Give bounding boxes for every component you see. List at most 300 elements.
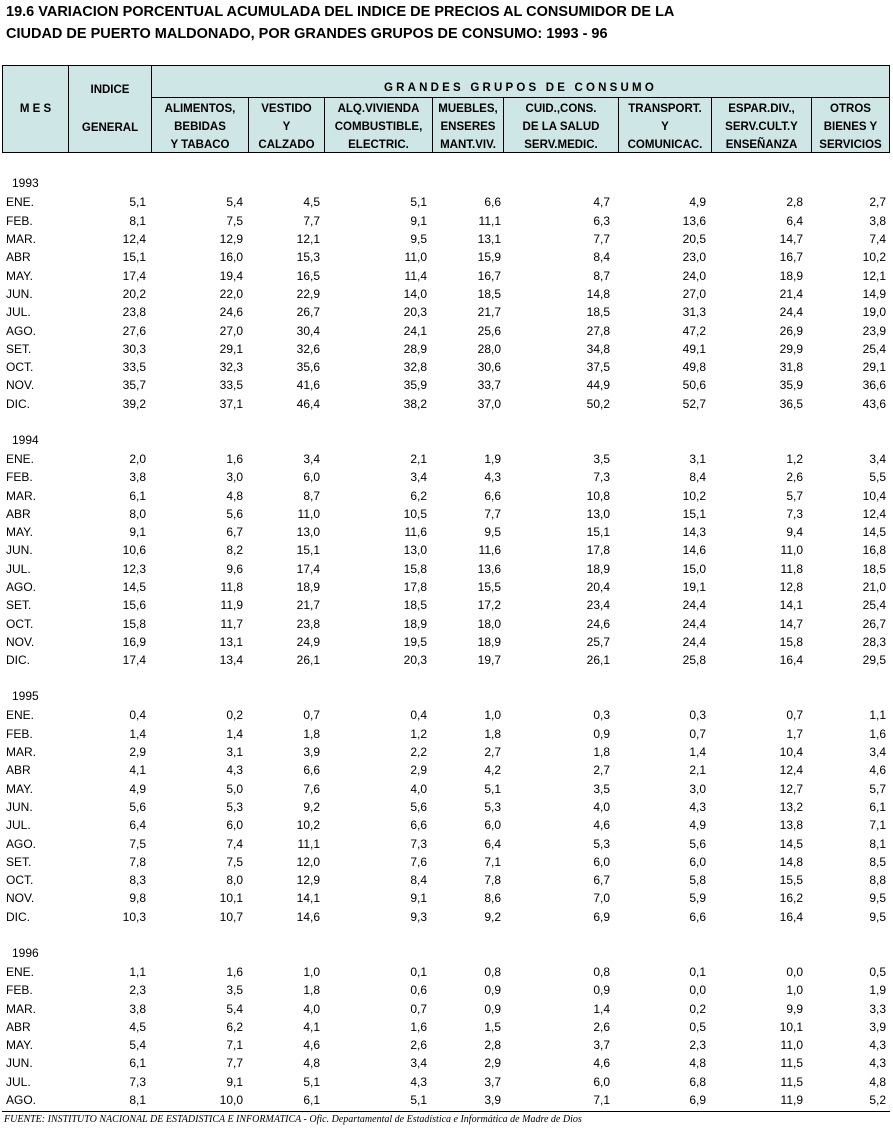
value-cell: 1,9 — [484, 451, 501, 466]
value-cell: 9,1 — [129, 525, 146, 540]
value-cell: 9,8 — [129, 891, 146, 906]
value-cell: 10,2 — [296, 818, 320, 833]
header-col-2-line-1: VESTIDO — [261, 103, 312, 115]
month-cell: ENE. — [6, 964, 35, 979]
value-cell: 0,8 — [593, 964, 610, 979]
month-cell: ABR — [6, 250, 31, 265]
value-cell: 4,3 — [689, 799, 706, 814]
value-cell: 17,4 — [122, 653, 146, 668]
value-cell: 15,0 — [682, 561, 706, 576]
value-cell: 1,6 — [226, 964, 243, 979]
value-cell: 0,4 — [129, 708, 146, 723]
value-cell: 18,5 — [586, 305, 610, 320]
value-cell: 5,3 — [484, 799, 501, 814]
value-cell: 8,7 — [303, 488, 320, 503]
value-cell: 36,5 — [779, 396, 803, 411]
value-cell: 15,8 — [403, 561, 427, 576]
header-col-7-line-1: ESPAR.DIV., — [728, 103, 795, 115]
value-cell: 15,1 — [122, 250, 146, 265]
value-cell: 3,4 — [869, 451, 886, 466]
value-cell: 24,6 — [586, 616, 610, 631]
table-row — [0, 1018, 893, 1036]
value-cell: 6,0 — [593, 1074, 610, 1089]
value-cell: 14,9 — [862, 286, 886, 301]
table-title-line-2: CIUDAD DE PUERTO MALDONADO, POR GRANDES GRUPOS DE CONSUMO: 1993 - 96 — [6, 26, 608, 42]
value-cell: 1,2 — [786, 451, 803, 466]
table-row — [0, 761, 893, 779]
value-cell: 5,4 — [226, 1001, 243, 1016]
value-cell: 9,5 — [869, 891, 886, 906]
value-cell: 32,8 — [403, 360, 427, 375]
value-cell: 11,4 — [404, 268, 427, 283]
value-cell: 0,1 — [689, 964, 706, 979]
value-cell: 19,1 — [682, 580, 706, 594]
table-row — [0, 871, 893, 889]
value-cell: 5,1 — [303, 1074, 320, 1089]
table-title-line-1: 19.6 VARIACION PORCENTUAL ACUMULADA DEL INDICE DE PRECIOS AL CONSUMIDOR DE LA — [6, 4, 675, 20]
value-cell: 19,4 — [219, 268, 243, 283]
value-cell: 10,1 — [779, 1019, 803, 1034]
table-row — [0, 1073, 893, 1091]
value-cell: 14,5 — [122, 580, 146, 594]
value-cell: 5,6 — [226, 506, 243, 521]
value-cell: 0,5 — [869, 964, 886, 979]
value-cell: 6,4 — [129, 818, 146, 833]
value-cell: 13,1 — [219, 634, 243, 649]
value-cell: 0,7 — [786, 708, 803, 723]
value-cell: 21,7 — [477, 305, 501, 320]
value-cell: 11,5 — [780, 1074, 803, 1089]
value-cell: 24,9 — [296, 634, 320, 649]
value-cell: 6,6 — [410, 818, 427, 833]
value-cell: 6,1 — [303, 1093, 320, 1107]
value-cell: 52,7 — [682, 396, 706, 411]
table-row — [0, 285, 893, 303]
value-cell: 4,3 — [410, 1074, 427, 1089]
value-cell: 7,7 — [593, 232, 610, 246]
value-cell: 4,0 — [410, 781, 427, 796]
value-cell: 12,4 — [862, 506, 886, 521]
value-cell: 4,6 — [593, 1056, 610, 1071]
value-cell: 14,7 — [779, 232, 803, 246]
value-cell: 6,7 — [593, 873, 610, 888]
year-label: 1995 — [12, 689, 39, 703]
value-cell: 27,6 — [122, 323, 146, 338]
value-cell: 49,1 — [682, 341, 706, 356]
value-cell: 10,7 — [219, 909, 243, 924]
value-cell: 29,1 — [862, 360, 886, 375]
header-col-4-line-2: ENSERES — [440, 121, 496, 133]
value-cell: 16,7 — [779, 250, 803, 265]
value-cell: 11,6 — [478, 543, 501, 558]
value-cell: 7,1 — [593, 1093, 610, 1107]
value-cell: 17,4 — [296, 561, 320, 576]
value-cell: 50,6 — [682, 378, 706, 393]
value-cell: 3,8 — [129, 1001, 146, 1016]
value-cell: 5,4 — [129, 1038, 146, 1053]
value-cell: 16,7 — [477, 268, 501, 283]
value-cell: 4,1 — [129, 763, 146, 778]
header-group-title: GRANDES GRUPOS DE CONSUMO — [384, 82, 657, 94]
value-cell: 10,6 — [122, 543, 146, 558]
value-cell: 4,1 — [303, 1019, 320, 1034]
value-cell: 6,2 — [410, 488, 427, 503]
month-cell: AGO. — [6, 1093, 37, 1107]
value-cell: 37,1 — [219, 396, 243, 411]
value-cell: 8,1 — [869, 836, 886, 851]
value-cell: 25,8 — [682, 653, 706, 668]
month-cell: SET. — [6, 341, 32, 356]
value-cell: 33,5 — [219, 378, 243, 393]
value-cell: 4,3 — [484, 470, 501, 485]
value-cell: 38,2 — [403, 396, 427, 411]
table-row — [0, 340, 893, 358]
month-cell: ABR — [6, 763, 31, 778]
value-cell: 7,5 — [129, 836, 146, 851]
value-cell: 23,8 — [296, 616, 320, 631]
value-cell: 8,1 — [129, 213, 146, 228]
value-cell: 25,4 — [862, 598, 886, 613]
month-cell: FEB. — [6, 983, 33, 998]
value-cell: 20,4 — [586, 580, 610, 594]
value-cell: 4,3 — [869, 1056, 886, 1071]
value-cell: 9,3 — [410, 909, 427, 924]
value-cell: 37,5 — [586, 360, 610, 375]
value-cell: 16,4 — [779, 653, 803, 668]
value-cell: 31,8 — [779, 360, 803, 375]
month-cell: FEB. — [6, 726, 33, 741]
value-cell: 12,4 — [122, 232, 146, 246]
month-cell: JUL. — [6, 1074, 31, 1089]
value-cell: 27,0 — [219, 323, 243, 338]
month-cell: JUN. — [6, 286, 33, 301]
month-cell: JUN. — [6, 543, 33, 558]
value-cell: 12,0 — [296, 854, 320, 869]
value-cell: 32,3 — [219, 360, 243, 375]
value-cell: 24,6 — [219, 305, 243, 320]
value-cell: 6,1 — [869, 799, 886, 814]
month-cell: MAY. — [6, 1038, 33, 1053]
value-cell: 12,3 — [122, 561, 146, 576]
value-cell: 7,8 — [484, 873, 501, 888]
value-cell: 11,9 — [780, 1093, 803, 1107]
value-cell: 7,0 — [593, 891, 610, 906]
value-cell: 19,5 — [403, 634, 427, 649]
value-cell: 5,1 — [410, 195, 427, 210]
value-cell: 4,8 — [226, 488, 243, 503]
value-cell: 8,4 — [593, 250, 610, 265]
value-cell: 6,7 — [226, 525, 243, 540]
header-col-2-line-3: CALZADO — [258, 139, 315, 151]
value-cell: 23,8 — [122, 305, 146, 320]
table-row — [0, 596, 893, 614]
value-cell: 20,5 — [682, 232, 706, 246]
value-cell: 24,4 — [779, 305, 803, 320]
value-cell: 1,8 — [484, 726, 501, 741]
table-row — [0, 267, 893, 285]
value-cell: 11,0 — [297, 506, 320, 521]
month-cell: MAY. — [6, 525, 33, 540]
month-cell: OCT. — [6, 616, 34, 631]
value-cell: 6,1 — [129, 1056, 146, 1071]
value-cell: 26,1 — [586, 653, 610, 668]
value-cell: 1,0 — [786, 983, 803, 998]
value-cell: 18,5 — [403, 598, 427, 613]
value-cell: 11,0 — [780, 1038, 803, 1053]
value-cell: 6,3 — [593, 213, 610, 228]
table-row — [0, 541, 893, 559]
value-cell: 1,4 — [689, 745, 706, 759]
value-cell: 29,1 — [219, 341, 243, 356]
table-row — [0, 248, 893, 266]
header-col-6-line-3: COMUNICAC. — [627, 139, 703, 151]
value-cell: 21,7 — [296, 598, 320, 613]
year-label: 1996 — [12, 945, 39, 960]
value-cell: 2,6 — [593, 1019, 610, 1034]
value-cell: 0,7 — [410, 1001, 427, 1016]
value-cell: 14,5 — [779, 836, 803, 851]
value-cell: 7,5 — [226, 854, 243, 869]
header-col-5-line-2: DE LA SALUD — [522, 121, 600, 133]
value-cell: 28,0 — [477, 341, 501, 356]
value-cell: 5,0 — [226, 781, 243, 796]
table-row — [0, 193, 893, 211]
value-cell: 35,7 — [122, 378, 146, 393]
value-cell: 17,8 — [403, 580, 427, 594]
value-cell: 12,4 — [779, 763, 803, 778]
value-cell: 26,7 — [862, 616, 886, 631]
value-cell: 5,1 — [410, 1093, 427, 1107]
value-cell: 5,7 — [786, 488, 803, 503]
value-cell: 17,4 — [122, 268, 146, 283]
header-col-1-line-3: Y TABACO — [170, 139, 230, 151]
month-cell: DIC. — [6, 909, 30, 924]
value-cell: 5,7 — [869, 781, 886, 796]
value-cell: 4,8 — [869, 1074, 886, 1089]
value-cell: 50,2 — [586, 396, 610, 411]
month-cell: ENE. — [6, 708, 35, 723]
value-cell: 7,4 — [226, 836, 243, 851]
value-cell: 2,9 — [129, 745, 146, 759]
table-row — [0, 303, 893, 321]
footer-rule — [2, 1111, 890, 1112]
value-cell: 18,9 — [779, 268, 803, 283]
value-cell: 5,6 — [129, 799, 146, 814]
value-cell: 8,6 — [484, 891, 501, 906]
value-cell: 12,7 — [779, 781, 803, 796]
value-cell: 11,0 — [404, 250, 427, 265]
value-cell: 39,2 — [122, 396, 146, 411]
value-cell: 6,6 — [484, 488, 501, 503]
month-cell: ENE. — [6, 451, 35, 466]
table-row — [0, 780, 893, 798]
value-cell: 9,2 — [303, 799, 320, 814]
month-cell: MAR. — [6, 488, 36, 503]
value-cell: 13,0 — [586, 506, 610, 521]
table-row — [0, 230, 893, 248]
value-cell: 2,7 — [869, 195, 886, 210]
value-cell: 0,3 — [689, 708, 706, 723]
value-cell: 7,4 — [869, 232, 886, 246]
value-cell: 23,9 — [862, 323, 886, 338]
value-cell: 2,7 — [593, 763, 610, 778]
value-cell: 0,9 — [484, 1001, 501, 1016]
month-cell: JUL. — [6, 561, 31, 576]
value-cell: 6,8 — [689, 1074, 706, 1089]
value-cell: 26,7 — [296, 305, 320, 320]
value-cell: 36,6 — [862, 378, 886, 393]
value-cell: 4,3 — [869, 1038, 886, 1053]
value-cell: 4,9 — [129, 781, 146, 796]
value-cell: 24,4 — [682, 598, 706, 613]
value-cell: 3,3 — [869, 1001, 886, 1016]
value-cell: 2,8 — [484, 1038, 501, 1053]
value-cell: 30,4 — [296, 323, 320, 338]
value-cell: 10,2 — [862, 250, 886, 265]
table-row — [0, 633, 893, 651]
value-cell: 8,8 — [869, 873, 886, 888]
year-label: 1994 — [12, 432, 39, 447]
value-cell: 2,6 — [410, 1038, 427, 1053]
table-row — [0, 853, 893, 871]
value-cell: 35,9 — [403, 378, 427, 393]
value-cell: 49,8 — [682, 360, 706, 375]
value-cell: 8,7 — [593, 268, 610, 283]
value-cell: 14,5 — [862, 525, 886, 540]
table-row — [0, 523, 893, 541]
value-cell: 6,0 — [303, 470, 320, 485]
value-cell: 9,2 — [484, 909, 501, 924]
header-col-3-line-2: COMBUSTIBLE, — [334, 121, 423, 133]
value-cell: 9,5 — [484, 525, 501, 540]
value-cell: 28,3 — [862, 634, 886, 649]
header-col-3-line-3: ELECTRIC. — [348, 139, 409, 151]
value-cell: 8,2 — [226, 543, 243, 558]
month-cell: JUL. — [6, 818, 31, 833]
value-cell: 6,0 — [226, 818, 243, 833]
value-cell: 13,4 — [219, 653, 243, 668]
value-cell: 27,8 — [586, 323, 610, 338]
month-cell: MAY. — [6, 781, 33, 796]
value-cell: 3,4 — [303, 451, 320, 466]
value-cell: 6,0 — [689, 854, 706, 869]
value-cell: 0,1 — [410, 964, 427, 979]
month-cell: MAR. — [6, 745, 36, 759]
value-cell: 1,2 — [410, 726, 427, 741]
value-cell: 7,1 — [484, 854, 501, 869]
value-cell: 4,0 — [303, 1001, 320, 1016]
value-cell: 12,1 — [296, 232, 320, 246]
value-cell: 0,7 — [689, 726, 706, 741]
month-cell: AGO. — [6, 580, 37, 594]
table-row — [0, 487, 893, 505]
value-cell: 4,6 — [303, 1038, 320, 1053]
value-cell: 11,6 — [404, 525, 427, 540]
value-cell: 10,4 — [779, 745, 803, 759]
value-cell: 0,2 — [226, 708, 243, 723]
table-row — [0, 651, 893, 669]
value-cell: 2,8 — [786, 195, 803, 210]
value-cell: 8,4 — [410, 873, 427, 888]
value-cell: 8,3 — [129, 873, 146, 888]
value-cell: 4,8 — [303, 1056, 320, 1071]
value-cell: 9,1 — [226, 1074, 243, 1089]
value-cell: 16,8 — [862, 543, 886, 558]
value-cell: 30,6 — [477, 360, 501, 375]
value-cell: 8,4 — [689, 470, 706, 485]
table-row — [0, 395, 893, 413]
value-cell: 0,3 — [593, 708, 610, 723]
value-cell: 5,8 — [689, 873, 706, 888]
value-cell: 28,9 — [403, 341, 427, 356]
month-cell: FEB. — [6, 213, 33, 228]
month-cell: JUN. — [6, 799, 33, 814]
value-cell: 6,6 — [689, 909, 706, 924]
month-cell: MAR. — [6, 1001, 36, 1016]
value-cell: 32,6 — [296, 341, 320, 356]
value-cell: 7,5 — [226, 213, 243, 228]
value-cell: 24,4 — [682, 634, 706, 649]
header-col-2-line-2: Y — [282, 121, 291, 133]
value-cell: 1,4 — [593, 1001, 610, 1016]
value-cell: 25,4 — [862, 341, 886, 356]
value-cell: 9,5 — [410, 232, 427, 246]
value-cell: 2,3 — [689, 1038, 706, 1053]
value-cell: 35,6 — [296, 360, 320, 375]
value-cell: 41,6 — [296, 378, 320, 393]
value-cell: 7,3 — [786, 506, 803, 521]
value-cell: 18,0 — [477, 616, 501, 631]
value-cell: 29,9 — [779, 341, 803, 356]
value-cell: 1,1 — [129, 964, 146, 979]
header-col-8-line-2: BIENES Y — [823, 121, 878, 133]
value-cell: 18,5 — [477, 286, 501, 301]
value-cell: 24,0 — [682, 268, 706, 283]
header-col-1-line-1: ALIMENTOS, — [164, 103, 236, 115]
value-cell: 10,4 — [862, 488, 886, 503]
value-cell: 5,2 — [869, 1093, 886, 1107]
table-row — [0, 981, 893, 999]
value-cell: 4,5 — [303, 195, 320, 210]
table-row — [0, 743, 893, 761]
value-cell: 4,8 — [689, 1056, 706, 1071]
value-cell: 10,5 — [403, 506, 427, 521]
value-cell: 1,6 — [410, 1019, 427, 1034]
header-col-4-line-3: MANT.VIV. — [440, 139, 496, 151]
value-cell: 6,0 — [593, 854, 610, 869]
value-cell: 14,1 — [296, 891, 320, 906]
table-row — [0, 725, 893, 743]
value-cell: 1,9 — [869, 983, 886, 998]
table-row — [0, 835, 893, 853]
value-cell: 16,4 — [779, 909, 803, 924]
value-cell: 14,6 — [682, 543, 706, 558]
month-cell: NOV. — [6, 891, 35, 906]
month-cell: NOV. — [6, 378, 35, 393]
value-cell: 21,0 — [862, 580, 886, 594]
value-cell: 12,8 — [779, 580, 803, 594]
value-cell: 3,9 — [303, 745, 320, 759]
value-cell: 13,0 — [296, 525, 320, 540]
value-cell: 5,3 — [593, 836, 610, 851]
value-cell: 33,5 — [122, 360, 146, 375]
value-cell: 0,9 — [484, 983, 501, 998]
value-cell: 30,3 — [122, 341, 146, 356]
value-cell: 20,3 — [403, 653, 427, 668]
value-cell: 9,6 — [226, 561, 243, 576]
table-row — [0, 615, 893, 633]
table-row — [0, 1091, 893, 1109]
